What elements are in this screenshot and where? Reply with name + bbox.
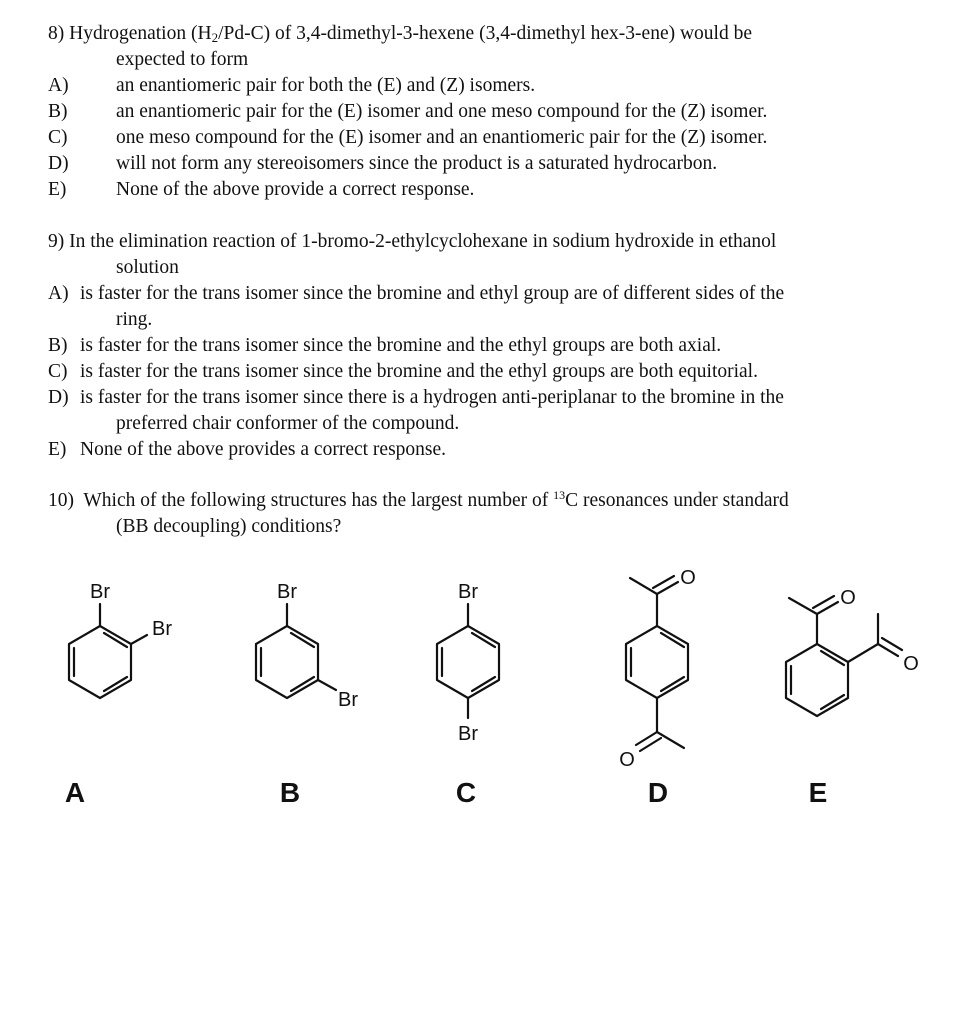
option-label: C) (48, 361, 68, 382)
benzene-ring (256, 626, 318, 698)
atom-o: O (903, 653, 919, 675)
option-label: D) (48, 153, 69, 174)
option-text-continued: ring. (116, 309, 153, 330)
option-label: B) (48, 101, 68, 122)
bond (657, 732, 684, 748)
structure-a (69, 581, 172, 698)
structure-label-d: D (647, 777, 669, 808)
option-text: one meso compound for the (E) isomer and an enantiomeric pair for the (Z) isomer. (116, 127, 768, 148)
structure-e (786, 587, 919, 716)
question-9-stem-continued: solution (116, 257, 179, 278)
atom-br: Br (152, 618, 172, 640)
atom-br: Br (458, 723, 478, 745)
atom-br: Br (338, 689, 358, 711)
option-text: None of the above provide a correct response. (116, 179, 475, 200)
option-text: None of the above provides a correct response. (80, 439, 447, 460)
atom-o: O (840, 587, 856, 609)
bond (318, 680, 336, 690)
benzene-ring (786, 644, 848, 716)
option-label: D) (48, 387, 69, 408)
option-text: will not form any stereoisomers since the product is a saturated hydrocarbon. (116, 153, 718, 174)
option-text: is faster for the trans isomer since the bromine and the ethyl groups are both axial. (80, 335, 722, 356)
option-text: is faster for the trans isomer since there is a hydrogen anti-periplanar to the bromine in the (80, 387, 784, 408)
option-label: B) (48, 335, 68, 356)
atom-br: Br (458, 581, 478, 603)
option-label: A) (48, 75, 69, 96)
option-text: is faster for the trans isomer since the bromine and the ethyl groups are both equitorial. (80, 361, 758, 382)
bond (630, 578, 657, 594)
structure-b (256, 581, 358, 711)
option-label: E) (48, 179, 67, 200)
question-number: 9) (48, 231, 65, 252)
bond (131, 635, 147, 644)
bond (848, 644, 878, 662)
option-text: is faster for the trans isomer since the bromine and ethyl group are of different sides of the (80, 283, 785, 304)
question-number: 10) (48, 490, 74, 511)
structure-label-b: B (279, 777, 301, 808)
option-label: C) (48, 127, 68, 148)
option-label: A) (48, 283, 69, 304)
option-text: an enantiomeric pair for both the (E) and (Z) isomers. (116, 75, 536, 96)
question-8-stem: 8) Hydrogenation $(H_2/Pd-C)$ of 3,4-dimethyl-3-hexene (3,4-dimethyl hex-3-ene) would be (48, 23, 752, 45)
bond (789, 598, 817, 614)
question-10-stem: 10) Which of the following structures has the largest number of $^{13}$C resonances under standard (48, 488, 789, 511)
structures-figure (0, 560, 961, 860)
question-8-stem-continued: expected to form (116, 49, 249, 70)
atom-o: O (680, 567, 696, 589)
structure-d (619, 567, 696, 771)
structure-label-c: C (455, 777, 477, 808)
benzene-ring (626, 626, 688, 698)
benzene-ring (437, 626, 499, 698)
atom-br: Br (277, 581, 297, 603)
question-number: 8) (48, 23, 65, 44)
question-10-stem-continued: (BB decoupling) conditions? (116, 516, 342, 537)
benzene-ring (69, 626, 131, 698)
structure-label-a: A (64, 777, 86, 808)
question-9-stem: 9) In the elimination reaction of 1-bromo-2-ethylcyclohexane in sodium hydroxide in ethanol (48, 231, 777, 252)
option-text: an enantiomeric pair for the (E) isomer and one meso compound for the (Z) isomer. (116, 101, 768, 122)
atom-br: Br (90, 581, 110, 603)
option-text-continued: preferred chair conformer of the compound. (116, 413, 460, 434)
option-label: E) (48, 439, 67, 460)
structure-label-e: E (808, 777, 828, 808)
atom-o: O (619, 749, 635, 771)
structure-c (437, 581, 499, 745)
